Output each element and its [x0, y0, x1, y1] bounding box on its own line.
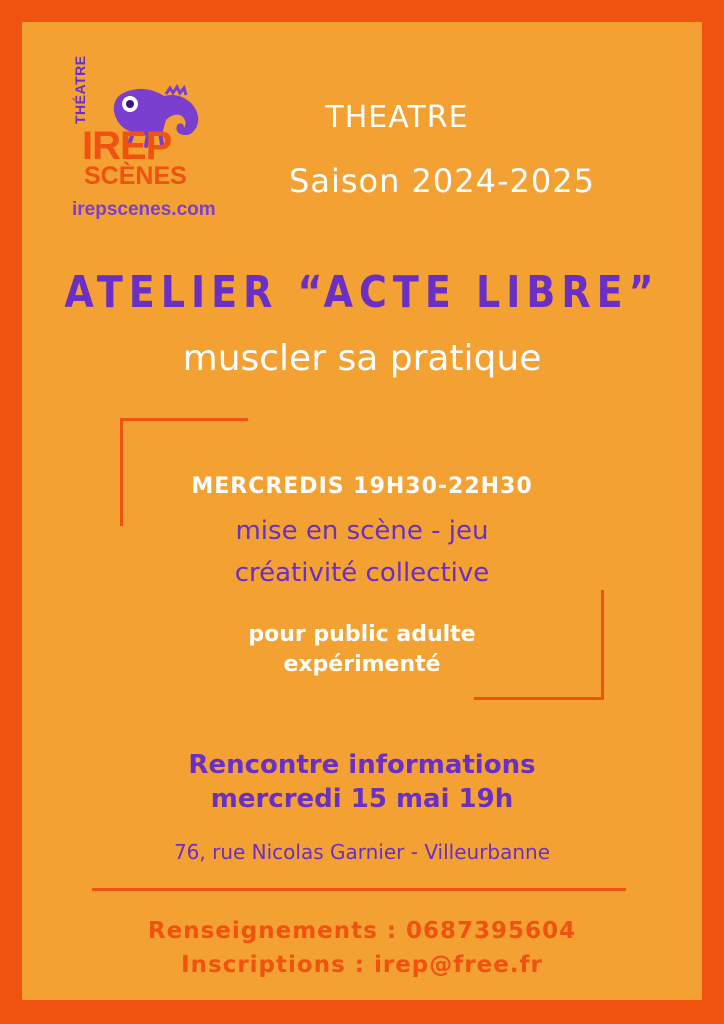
activity-line-2: créativité collective — [234, 558, 490, 588]
audience-line-1: pour public adulte — [248, 622, 476, 647]
bracket-top-left-vertical — [120, 418, 123, 526]
logo-irep-text: IREP — [82, 124, 172, 168]
activity-line-1: mise en scène - jeu — [235, 516, 489, 546]
logo-scenes-text: SCÈNES — [84, 162, 187, 190]
contact-phone[interactable]: Renseignements : 0687395604 — [147, 918, 577, 944]
audience-line-2: expérimenté — [283, 652, 441, 677]
theatre-heading: THEATRE — [325, 100, 469, 135]
meeting-address: 76, rue Nicolas Garnier - Villeurbanne — [173, 840, 551, 864]
divider — [92, 888, 626, 891]
season-heading: Saison 2024-2025 — [289, 162, 595, 200]
workshop-title: ATELIER “ACTE LIBRE” — [64, 266, 660, 318]
meeting-date: mercredi 15 mai 19h — [210, 784, 514, 814]
bracket-top-left-horizontal — [120, 418, 248, 421]
workshop-subtitle: muscler sa pratique — [182, 338, 542, 379]
bracket-bottom-right-horizontal — [474, 697, 604, 700]
contact-email[interactable]: Inscriptions : irep@free.fr — [181, 952, 543, 978]
meeting-title: Rencontre informations — [188, 750, 536, 780]
logo-theatre-text: THÉATRE — [72, 55, 88, 124]
schedule-text: MERCREDIS 19H30-22H30 — [191, 474, 533, 499]
website-link[interactable]: irepscenes.com — [72, 199, 216, 220]
poster — [22, 22, 702, 1000]
